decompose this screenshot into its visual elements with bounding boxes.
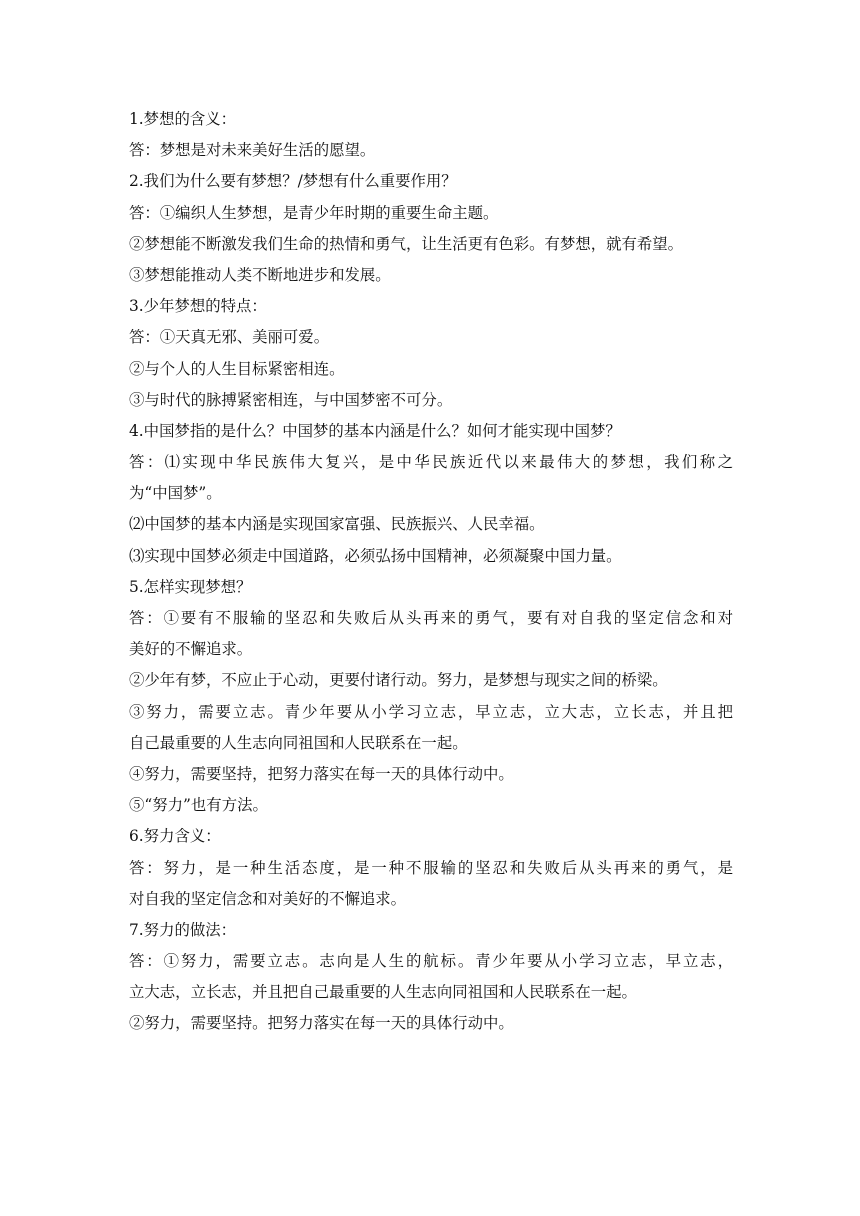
answer-line: 答：①要有不服输的坚忍和失败后从头再来的勇气，要有对自我的坚定信念和对: [129, 609, 733, 627]
answer-line: 答：⑴实现中华民族伟大复兴，是中华民族近代以来最伟大的梦想，我们称之: [129, 453, 733, 472]
answer-line: ③努力，需要立志。青少年要从小学习立志，早立志，立大志，立长志，并且把: [129, 702, 733, 721]
answer-line: 为“中国梦”。: [129, 484, 222, 503]
answer-line: ⑵中国梦的基本内涵是实现国家富强、民族振兴、人民幸福。: [129, 515, 545, 534]
answer-line: 立大志，立长志，并且把自己最重要的人生志向同祖国和人民联系在一起。: [129, 983, 637, 1002]
answer-line: ②少年有梦，不应止于心动，更要付诸行动。努力，是梦想与现实之间的桥梁。: [129, 671, 668, 690]
answer-line: ⑶实现中国梦必须走中国道路，必须弘扬中国精神，必须凝聚中国力量。: [129, 546, 622, 565]
question-heading: 5.怎样实现梦想？: [129, 577, 252, 596]
question-heading: 3.少年梦想的特点：: [129, 297, 267, 316]
answer-line: ③梦想能推动人类不断地进步和发展。: [129, 265, 391, 284]
question-heading: 2.我们为什么要有梦想？/梦想有什么重要作用？: [129, 172, 457, 191]
answer-line: 答：努力，是一种生活态度，是一种不服输的坚忍和失败后从头再来的勇气，是: [129, 858, 733, 877]
answer-line: 答：①努力，需要立志。志向是人生的航标。青少年要从小学习立志，早立志，: [129, 952, 733, 971]
answer-line: 答：梦想是对未来美好生活的愿望。: [129, 141, 376, 160]
answer-line: ②努力，需要坚持。把努力落实在每一天的具体行动中。: [129, 1014, 514, 1033]
answer-line: 答：①编织人生梦想，是青少年时期的重要生命主题。: [129, 203, 499, 222]
answer-line: 对自我的坚定信念和对美好的不懈追求。: [129, 889, 407, 908]
answer-line: 美好的不懈追求。: [129, 640, 253, 659]
question-heading: 1.梦想的含义：: [129, 110, 237, 128]
question-heading: 4.中国梦指的是什么？中国梦的基本内涵是什么？如何才能实现中国梦？: [129, 421, 621, 440]
answer-line: ③与时代的脉搏紧密相连，与中国梦密不可分。: [129, 390, 453, 409]
document-body: [129, 104, 733, 1040]
answer-line: 自己最重要的人生志向同祖国和人民联系在一起。: [129, 733, 468, 752]
answer-line: ⑤“努力”也有方法。: [129, 796, 268, 815]
answer-line: ②梦想能不断激发我们生命的热情和勇气，让生活更有色彩。有梦想，就有希望。: [129, 234, 684, 253]
answer-line: 答：①天真无邪、美丽可爱。: [129, 328, 330, 347]
question-heading: 7.努力的做法：: [129, 920, 237, 939]
answer-line: ④努力，需要坚持，把努力落实在每一天的具体行动中。: [129, 764, 514, 783]
answer-line: ②与个人的人生目标紧密相连。: [129, 359, 345, 378]
question-heading: 6.努力含义：: [129, 827, 221, 846]
